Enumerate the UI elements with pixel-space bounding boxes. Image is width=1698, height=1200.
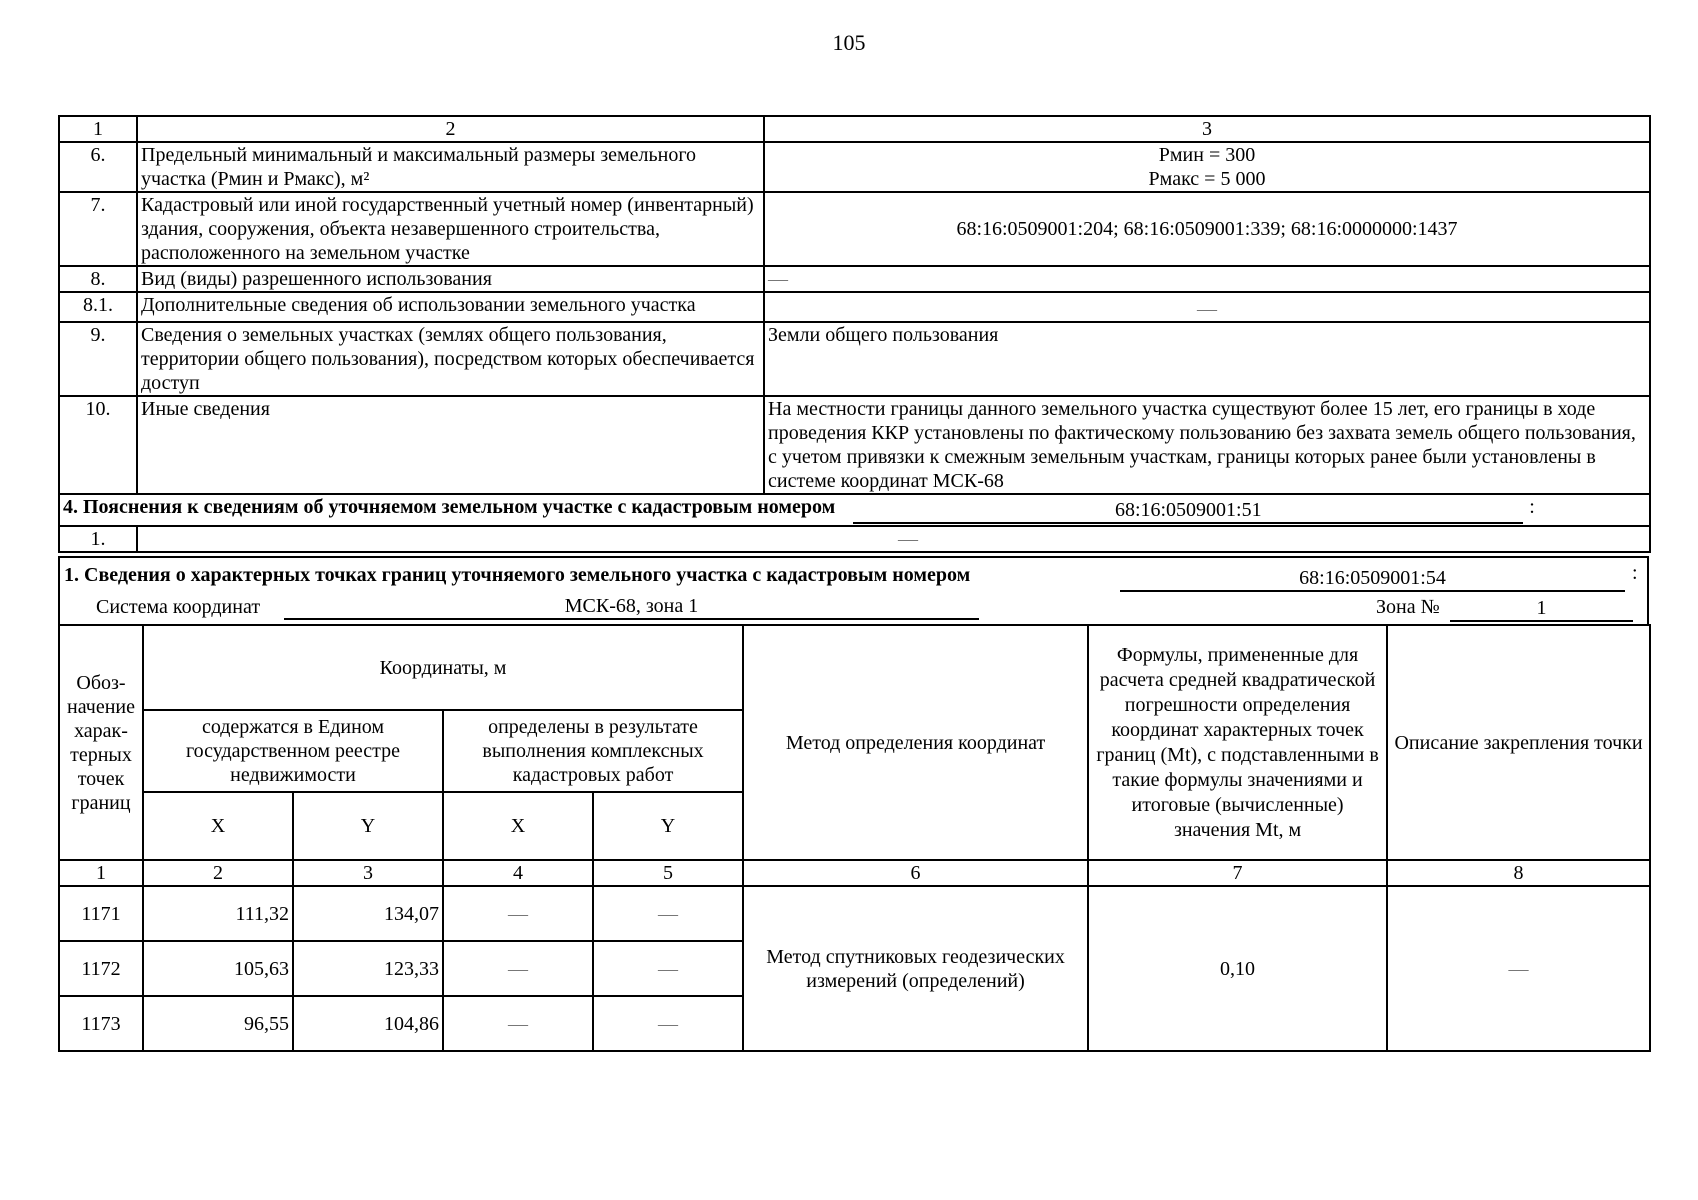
column-number: 5 bbox=[593, 860, 743, 886]
point-id: 1173 bbox=[59, 996, 143, 1051]
column-number: 3 bbox=[764, 116, 1650, 142]
row-number: 10. bbox=[59, 396, 137, 494]
column-number: 1 bbox=[59, 860, 143, 886]
row-value: 68:16:0509001:204; 68:16:0509001:339; 68:16:0000000:1437 bbox=[764, 192, 1650, 266]
col-designation-header: Обоз-начение харак-терных точек границ bbox=[59, 625, 143, 860]
row-label: Предельный минимальный и максимальный размеры земельного участка (Рмин и Рмакс), м² bbox=[137, 142, 764, 192]
column-number: 2 bbox=[143, 860, 293, 886]
point-x-egrn: 111,32 bbox=[143, 886, 293, 941]
row-value: Земли общего пользования bbox=[764, 322, 1650, 396]
row-value: — bbox=[764, 292, 1650, 322]
point-y-egrn: 104,86 bbox=[293, 996, 443, 1051]
col-egrn-header: содержатся в Едином государственном реестре недвижимости bbox=[143, 710, 443, 792]
table-row bbox=[59, 266, 1650, 292]
point-id: 1171 bbox=[59, 886, 143, 941]
col-kkr-header: определены в результате выполнения комплексных кадастровых работ bbox=[443, 710, 743, 792]
parcel-info-table bbox=[58, 115, 1651, 553]
column-number: 4 bbox=[443, 860, 593, 886]
point-id: 1172 bbox=[59, 941, 143, 996]
point-mt: 0,10 bbox=[1088, 886, 1387, 1051]
row-label: Иные сведения bbox=[137, 396, 764, 494]
row-value-line: Рмакс = 5 000 bbox=[1148, 168, 1266, 190]
row-label: Дополнительные сведения об использовании земельного участка bbox=[137, 292, 764, 322]
coord-system-label: Система координат bbox=[96, 596, 261, 618]
row-value bbox=[764, 142, 1650, 192]
point-y-kkr: — bbox=[593, 941, 743, 996]
column-number: 8 bbox=[1387, 860, 1650, 886]
point-x-kkr: — bbox=[443, 941, 593, 996]
column-number: 3 bbox=[293, 860, 443, 886]
table-row bbox=[59, 192, 1650, 266]
table-row bbox=[59, 322, 1650, 396]
boundary-points-table bbox=[58, 624, 1651, 1052]
table-row bbox=[59, 292, 1650, 322]
column-number-row bbox=[59, 116, 1650, 142]
zone-value: 1 bbox=[1450, 596, 1633, 622]
table-row bbox=[59, 396, 1650, 494]
point-y-egrn: 134,07 bbox=[293, 886, 443, 941]
row-number: 9. bbox=[59, 322, 137, 396]
section1-cadastral-number: 68:16:0509001:54 bbox=[1120, 566, 1625, 592]
column-number-row bbox=[59, 860, 1650, 886]
col-y-header: Y bbox=[593, 792, 743, 860]
point-x-kkr: — bbox=[443, 886, 593, 941]
row-value bbox=[137, 526, 1650, 552]
col-x-header: X bbox=[143, 792, 293, 860]
col-coordinates-header: Координаты, м bbox=[143, 625, 743, 710]
page-number: 105 bbox=[832, 30, 866, 55]
row-number: 6. bbox=[59, 142, 137, 192]
row-number: 1. bbox=[59, 526, 137, 552]
document-body bbox=[58, 115, 1649, 1052]
section4-title: 4. Пояснения к сведениям об уточняемом земельном участке с кадастровым номером bbox=[63, 496, 836, 518]
row-value: На местности границы данного земельного участка существуют более 15 лет, его границы в ходе проведения ККР установлены по фактическому пользованию без захвата земель общего пользования, с учетом привязки к смежным земельным участкам, границы которых ранее были установлены в системе координат МСК-68 bbox=[764, 396, 1650, 494]
point-y-kkr: — bbox=[593, 996, 743, 1051]
row-label: Вид (виды) разрешенного использования bbox=[137, 266, 764, 292]
table-row bbox=[59, 142, 1650, 192]
row-label: Сведения о земельных участках (землях общего пользования, территории общего пользования), посредством которых обеспечивается доступ bbox=[137, 322, 764, 396]
point-y-egrn: 123,33 bbox=[293, 941, 443, 996]
col-description-header: Описание закрепления точки bbox=[1387, 625, 1650, 860]
point-x-egrn: 105,63 bbox=[143, 941, 293, 996]
point-row bbox=[59, 886, 1650, 941]
row-number: 8.1. bbox=[59, 292, 137, 322]
column-number: 1 bbox=[59, 116, 137, 142]
section4-row-value: — bbox=[898, 528, 918, 550]
section4-cadastral-number: 68:16:0509001:51 bbox=[853, 498, 1523, 524]
row-number: 7. bbox=[59, 192, 137, 266]
coord-system-value: МСК-68, зона 1 bbox=[284, 594, 979, 620]
point-description: — bbox=[1387, 886, 1650, 1051]
col-x-header: X bbox=[443, 792, 593, 860]
section1-title: 1. Сведения о характерных точках границ уточняемого земельного участка с кадастровым номером bbox=[64, 564, 971, 586]
col-formulas-header: Формулы, примененные для расчета средней квадратической погрешности определения координат характерных точек границ (Mt), с подставленными в такие формулы значениями и итоговые (вычисленные) значения Mt, м bbox=[1088, 625, 1387, 860]
column-number: 7 bbox=[1088, 860, 1387, 886]
section4-row bbox=[59, 526, 1650, 552]
point-method: Метод спутниковых геодезических измерений (определений) bbox=[743, 886, 1088, 1051]
section1-header bbox=[58, 558, 1649, 624]
column-number: 6 bbox=[743, 860, 1088, 886]
row-value: — bbox=[764, 266, 1650, 292]
point-y-kkr: — bbox=[593, 886, 743, 941]
col-method-header: Метод определения координат bbox=[743, 625, 1088, 860]
point-x-egrn: 96,55 bbox=[143, 996, 293, 1051]
col-y-header: Y bbox=[293, 792, 443, 860]
section4-heading-row bbox=[59, 494, 1650, 526]
point-x-kkr: — bbox=[443, 996, 593, 1051]
section4-colon: : bbox=[1529, 496, 1535, 518]
row-label: Кадастровый или иной государственный учетный номер (инвентарный) здания, сооружения, объекта незавершенного строительства, расположенного на земельном участке bbox=[137, 192, 764, 266]
column-number: 2 bbox=[137, 116, 764, 142]
zone-label: Зона № bbox=[1376, 596, 1440, 618]
section1-colon: : bbox=[1632, 562, 1638, 584]
row-value-line: Рмин = 300 bbox=[1158, 144, 1256, 166]
row-number: 8. bbox=[59, 266, 137, 292]
